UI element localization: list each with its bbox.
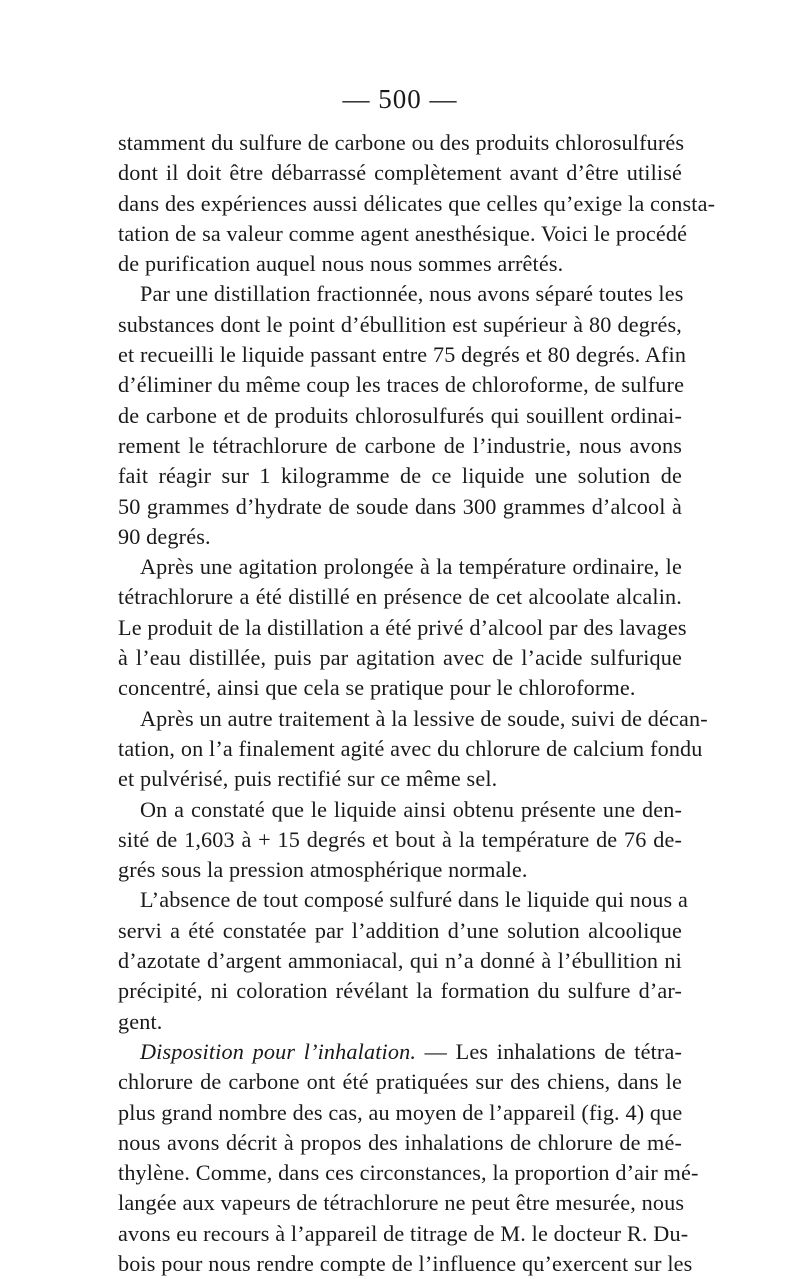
text-line xyxy=(118,1249,693,1279)
line-text: langée aux vapeurs de tétrachlorure ne peut être mesurée, nous xyxy=(118,1190,685,1216)
text-line xyxy=(118,279,682,309)
text-line xyxy=(118,310,682,340)
line-text: de purification auquel nous nous sommes arrêtés. xyxy=(118,251,564,277)
line-text: Après une agitation prolongée à la température ordinaire, le xyxy=(140,554,682,580)
text-line xyxy=(118,582,682,612)
text-line xyxy=(118,643,682,673)
line-text: et pulvérisé, puis rectifié sur ce même sel. xyxy=(118,766,498,792)
line-text: substances dont le point d’ébullition est supérieur à 80 degrés, xyxy=(118,311,682,337)
line-text: de carbone et de produits chlorosulfurés qui souillent ordinai- xyxy=(118,402,682,428)
line-text: plus grand nombre des cas, au moyen de l’appareil (fig. 4) que xyxy=(118,1099,683,1125)
line-text: fait réagir sur 1 kilogramme de ce liquide une solution de xyxy=(118,463,682,489)
text-line xyxy=(118,885,688,915)
line-text: précipité, ni coloration révélant la formation du sulfure d’ar- xyxy=(118,978,682,1004)
text-line xyxy=(118,825,682,855)
text-line xyxy=(118,855,682,885)
line-text: thylène. Comme, dans ces circonstances, la proportion d’air mé- xyxy=(118,1160,699,1186)
text-line xyxy=(118,704,708,734)
line-text: L’absence de tout composé sulfuré dans le liquide qui nous a xyxy=(140,887,688,913)
line-text: — Les inhalations de tétra- xyxy=(416,1038,683,1064)
line-text: 90 degrés. xyxy=(118,523,211,549)
text-line xyxy=(118,128,685,158)
text-line xyxy=(118,1007,682,1037)
line-text: Après un autre traitement à la lessive de soude, suivi de décan- xyxy=(140,705,708,731)
text-line xyxy=(118,219,688,249)
text-line xyxy=(118,1128,682,1158)
line-text: On a constaté que le liquide ainsi obtenu présente une den- xyxy=(140,796,682,822)
text-line xyxy=(118,613,687,643)
text-line xyxy=(118,401,682,431)
line-text: rement le tétrachlorure de carbone de l’industrie, nous avons xyxy=(118,432,682,458)
text-line xyxy=(118,764,682,794)
line-text: stamment du sulfure de carbone ou des produits chlorosulfurés xyxy=(118,130,685,155)
text-line xyxy=(118,976,682,1006)
line-text: d’azotate d’argent ammoniacal, qui n’a donné à l’ébullition ni xyxy=(118,948,682,974)
line-text: bois pour nous rendre compte de l’influence qu’exercent sur les xyxy=(118,1250,693,1276)
text-line xyxy=(118,492,682,522)
line-text: chlorure de carbone ont été pratiquées sur des chiens, dans le xyxy=(118,1069,682,1095)
line-text: tation de sa valeur comme agent anesthésique. Voici le procédé xyxy=(118,220,688,246)
text-line xyxy=(118,916,682,946)
text-line xyxy=(118,1067,682,1097)
line-text: et recueilli le liquide passant entre 75 degrés et 80 degrés. Afin xyxy=(118,342,687,368)
text-line xyxy=(118,552,682,582)
line-text: sité de 1,603 à + 15 degrés et bout à la température de 76 de- xyxy=(118,826,682,852)
text-line xyxy=(118,1098,682,1128)
line-text: d’éliminer du même coup les traces de chloroforme, de sulfure xyxy=(118,372,685,398)
line-text: tation, on l’a finalement agité avec du chlorure de calcium fondu xyxy=(118,735,703,761)
section-heading: Disposition pour l’inhalation. xyxy=(140,1038,417,1064)
line-text: gent. xyxy=(118,1008,163,1034)
text-line xyxy=(118,461,682,491)
line-text: concentré, ainsi que cela se pratique pour le chloroforme. xyxy=(118,675,636,701)
text-line xyxy=(118,431,682,461)
text-line xyxy=(118,795,682,825)
line-text: dont il doit être débarrassé complètement avant d’être utilisé xyxy=(118,160,682,186)
line-text: à l’eau distillée, puis par agitation avec de l’acide sulfurique xyxy=(118,645,682,671)
line-text: nous avons décrit à propos des inhalations de chlorure de mé- xyxy=(118,1129,682,1155)
line-text: avons eu recours à l’appareil de titrage de M. le docteur R. Du- xyxy=(118,1220,689,1246)
text-line xyxy=(118,249,682,279)
text-line xyxy=(118,1158,699,1188)
text-line xyxy=(118,734,703,764)
page-number: — 500 — xyxy=(342,84,458,114)
text-line xyxy=(118,340,687,370)
text-line xyxy=(118,1219,689,1249)
text-line xyxy=(118,158,682,188)
text-line xyxy=(118,946,682,976)
text-line xyxy=(118,1188,685,1218)
line-text: dans des expériences aussi délicates que celles qu’exige la consta- xyxy=(118,190,716,216)
text-line xyxy=(118,522,682,552)
line-text: grés sous la pression atmosphérique normale. xyxy=(118,857,528,883)
text-line xyxy=(118,1037,682,1067)
body-text xyxy=(118,128,716,1279)
line-text: servi a été constatée par l’addition d’une solution alcoolique xyxy=(118,917,682,943)
line-text: Par une distillation fractionnée, nous avons séparé toutes les xyxy=(140,281,684,307)
text-line xyxy=(118,189,716,219)
text-line xyxy=(118,673,682,703)
line-text: tétrachlorure a été distillé en présence de cet alcoolate alcalin. xyxy=(118,584,682,610)
line-text: Le produit de la distillation a été privé d’alcool par des lavages xyxy=(118,614,687,640)
line-text: 50 grammes d’hydrate de soude dans 300 grammes d’alcool à xyxy=(118,493,682,519)
text-line xyxy=(118,370,685,400)
